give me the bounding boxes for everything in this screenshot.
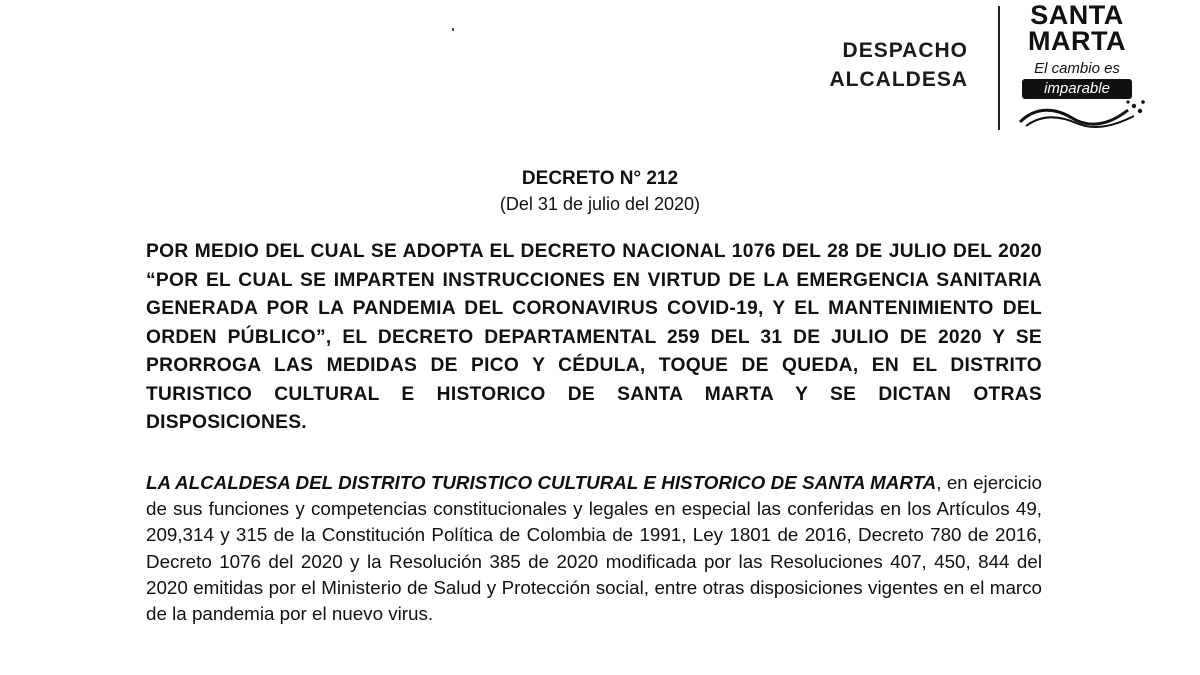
preamble-text: , en ejercicio de sus funciones y competencias constitucionales y legales en especial las conferidas en los Artículos 49, 209,314 y 315 de la Constitución Política de Colombia de 1991, Ley 1801 de 2016, Decreto 780 de 2016, Decreto 1076 del 2020 y la Resolución 385 de 2020 modificada por las Resoluciones 407, 450, 844 del 2020 emitidas por el Ministerio de Salud y Protección social, entre otras disposiciones vigentes en el marco de la pandemia por el nuevo virus. bbox=[146, 472, 1043, 625]
department-line-2: ALCALDESA bbox=[829, 68, 968, 91]
decree-title: DECRETO N° 212 bbox=[521, 168, 679, 189]
preamble-paragraph bbox=[146, 470, 1042, 627]
logo-wave-icon bbox=[1016, 96, 1146, 130]
logo-tagline-2: imparable bbox=[1022, 79, 1132, 99]
logo-text-marta: MARTA bbox=[1028, 26, 1126, 56]
decree-date: (Del 31 de julio del 2020) bbox=[499, 194, 701, 214]
scan-speck bbox=[452, 28, 454, 31]
logo-tagline-1: El cambio es bbox=[1034, 60, 1120, 77]
department-line-1: DESPACHO bbox=[842, 39, 968, 62]
santa-marta-logo bbox=[1012, 0, 1152, 132]
issuing-authority: LA ALCALDESA DEL DISTRITO TURISTICO CULTURAL E HISTORICO DE SANTA MARTA bbox=[146, 472, 937, 493]
decree-subject: POR MEDIO DEL CUAL SE ADOPTA EL DECRETO NACIONAL 1076 DEL 28 DE JULIO DEL 2020 “POR EL CUAL SE IMPARTEN INSTRUCCIONES EN VIRTUD DE LA EMERGENCIA SANITARIA GENERADA POR LA PANDEMIA DEL CORONAVIRUS COVID-19, Y EL MANTENIMIENTO DEL ORDEN PÚBLICO”, EL DECRETO DEPARTAMENTAL 259 DEL 31 DE JULIO DE 2020 Y SE PRORROGA LAS MEDIDAS DE PICO Y CÉDULA, TOQUE DE QUEDA, EN EL DISTRITO TURISTICO CULTURAL E HISTORICO DE SANTA MARTA Y SE DICTAN OTRAS DISPOSICIONES. bbox=[146, 241, 1042, 433]
header-divider bbox=[998, 6, 1000, 130]
department-heading bbox=[830, 36, 969, 94]
logo-text-santa: SANTA bbox=[1030, 0, 1124, 30]
